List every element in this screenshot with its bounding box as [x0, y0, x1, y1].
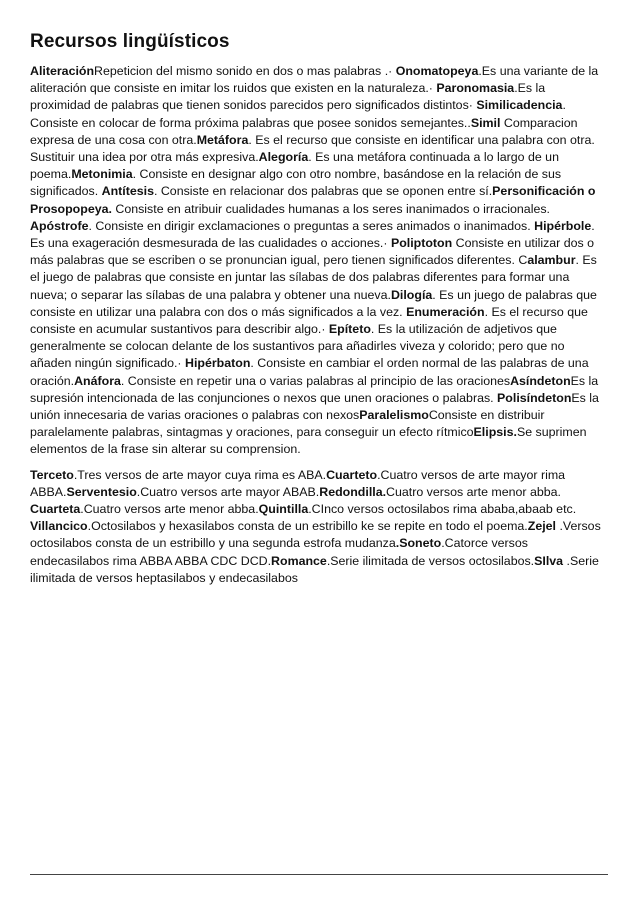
- term-heading: Dilogía: [390, 287, 433, 302]
- definition-text: Cuatro versos arte menor abba.: [386, 484, 561, 499]
- term-heading: Apóstrofe: [30, 218, 89, 233]
- term-heading: Asíndeton: [510, 373, 571, 388]
- term-heading: Personificación o Prosopopeya.: [30, 184, 596, 216]
- definition-text: Es la unión innecesaria de varias oraciones o palabras con nexos: [30, 390, 599, 423]
- term-heading: Serventesio: [66, 484, 137, 499]
- term-heading: Quintilla: [258, 502, 309, 517]
- definition-text: .Cuatro versos arte mayor ABAB.: [136, 484, 320, 499]
- definition-text: Se suprimen elementos de la frase sin alterar su comprension.: [30, 425, 587, 457]
- definition-text: .Es la proximidad de palabras que tienen sonidos parecidos pero significados distintos·: [30, 81, 546, 113]
- definition-text: Consiste en distribuir paralelamente palabras, sintagmas y oraciones, para conseguir un efecto rítmico: [30, 408, 545, 440]
- definition-text: . Consiste en cambiar el orden normal de las palabras de una oración.: [30, 356, 589, 388]
- definition-text: .Catorce versos endecasilabos rima ABBA ABBA CDC DCD.: [30, 536, 528, 568]
- definition-text: . Consiste en relacionar dos palabras que se oponen entre sí.: [153, 184, 493, 199]
- definition-text: . Es un juego de palabras que consiste en utilizar una palabra con dos o más significados a la vez.: [30, 287, 597, 319]
- term-heading: Simil: [470, 115, 501, 130]
- term-heading: Elipsis.: [473, 425, 517, 440]
- definition-text: Consiste en utilizar dos o más palabras que se escriben o se pronuncian igual, pero tienen significados diferentes. C: [30, 236, 595, 268]
- term-heading: Cuarteto: [326, 467, 378, 482]
- footer-divider: [30, 874, 608, 875]
- definition-text: . Es una exageración desmesurada de las cualidades o acciones.·: [30, 218, 595, 251]
- definition-text: . Consiste en repetir una o varias palabras al principio de las oraciones: [120, 373, 511, 388]
- definition-text: .Es una variante de la aliteración que consiste en imitar los ruidos que existen en la naturaleza.·: [30, 64, 599, 96]
- term-heading: alambur: [527, 253, 576, 268]
- definition-text: . Es una metáfora continuada a lo largo de un poema.: [30, 150, 559, 182]
- definition-text: . Consiste en designar algo con otro nombre, basándose en la relación de sus significados.: [30, 167, 562, 199]
- term-heading: Antítesis: [101, 184, 154, 199]
- paragraph: [30, 63, 608, 459]
- definition-text: . Es el recurso que consiste en identificar una palabra con otra. Sustituir una idea por otra más expresiva.: [30, 132, 595, 165]
- term-heading: Metáfora: [196, 132, 249, 147]
- term-heading: Paralelismo: [359, 408, 429, 423]
- term-heading: Epíteto: [328, 322, 371, 337]
- term-heading: Villancico: [30, 519, 88, 534]
- document-body: [30, 63, 608, 587]
- definition-text: .Octosilabos y hexasilabos consta de un estribillo ke se repite en todo el poema.: [87, 519, 528, 534]
- definition-text: .Versos octosilabos consta de un estribillo y una segunda estrofa mudanza: [30, 519, 601, 551]
- term-heading: Enumeración: [406, 304, 485, 319]
- term-heading: Similicadencia: [476, 98, 563, 113]
- definition-text: .Tres versos de arte mayor cuya rima es ABA.: [73, 467, 327, 482]
- definition-text: . Es el juego de palabras que consiste en juntar las sílabas de dos palabras diferentes para formar una nueva; o separar las sílabas de una palabra y obtener una nueva.: [30, 253, 597, 302]
- term-heading: Romance: [271, 553, 327, 568]
- definition-text: .Serie ilimitada de versos octosilabos.: [326, 553, 535, 568]
- paragraph: [30, 467, 608, 587]
- definition-text: .CInco versos octosilabos rima ababa,abaab etc.: [308, 502, 577, 517]
- term-heading: Terceto: [30, 467, 74, 482]
- definition-text: .Cuatro versos de arte mayor rima ABBA.: [30, 467, 566, 499]
- page-title: Recursos lingüísticos: [30, 31, 230, 52]
- term-heading: Zejel: [527, 519, 556, 534]
- term-heading: SIlva: [534, 553, 564, 568]
- term-heading: Redondilla.: [319, 484, 387, 499]
- definition-text: Repeticion del mismo sonido en dos o mas palabras .·: [94, 64, 396, 78]
- definition-text: . Es el recurso que consiste en acumular sustantivos para describir algo.·: [30, 304, 588, 337]
- term-heading: .Soneto: [395, 536, 442, 551]
- definition-text: . Consiste en colocar de forma próxima palabras que posee sonidos semejantes..: [30, 98, 566, 130]
- definition-text: .Serie ilimitada de versos heptasilabos y endecasilabos: [30, 553, 599, 585]
- term-heading: Aliteración: [30, 64, 95, 78]
- definition-text: Consiste en atribuir cualidades humanas a los seres inanimados o irracionales.: [111, 201, 550, 216]
- term-heading: Onomatopeya: [395, 64, 479, 78]
- term-heading: Polisíndeton: [497, 390, 572, 405]
- term-heading: Alegoría: [258, 150, 309, 165]
- definition-text: . Es la utilización de adjetivos que generalmente se colocan delante de los sustantivos para añadirles viveza y colorido; pero que no añaden ningún significado.·: [30, 322, 565, 371]
- term-heading: Poliptoton: [390, 236, 453, 251]
- term-heading: Hipérbaton: [185, 356, 251, 371]
- definition-text: Es la supresión intencionada de las conjunciones o nexos que unen oraciones o palabras.: [30, 373, 599, 405]
- term-heading: Metonimia: [71, 167, 133, 182]
- term-heading: Paronomasia: [436, 81, 515, 96]
- definition-text: . Consiste en dirigir exclamaciones o preguntas a seres animados o inanimados.: [88, 218, 535, 233]
- document-page: [30, 30, 608, 587]
- definition-text: .Cuatro versos arte menor abba.: [80, 502, 259, 517]
- definition-text: Comparacion expresa de una cosa con otra.: [30, 115, 578, 147]
- term-heading: Cuarteta: [30, 502, 81, 517]
- term-heading: Hipérbole: [534, 218, 592, 233]
- term-heading: Anáfora: [74, 373, 121, 388]
